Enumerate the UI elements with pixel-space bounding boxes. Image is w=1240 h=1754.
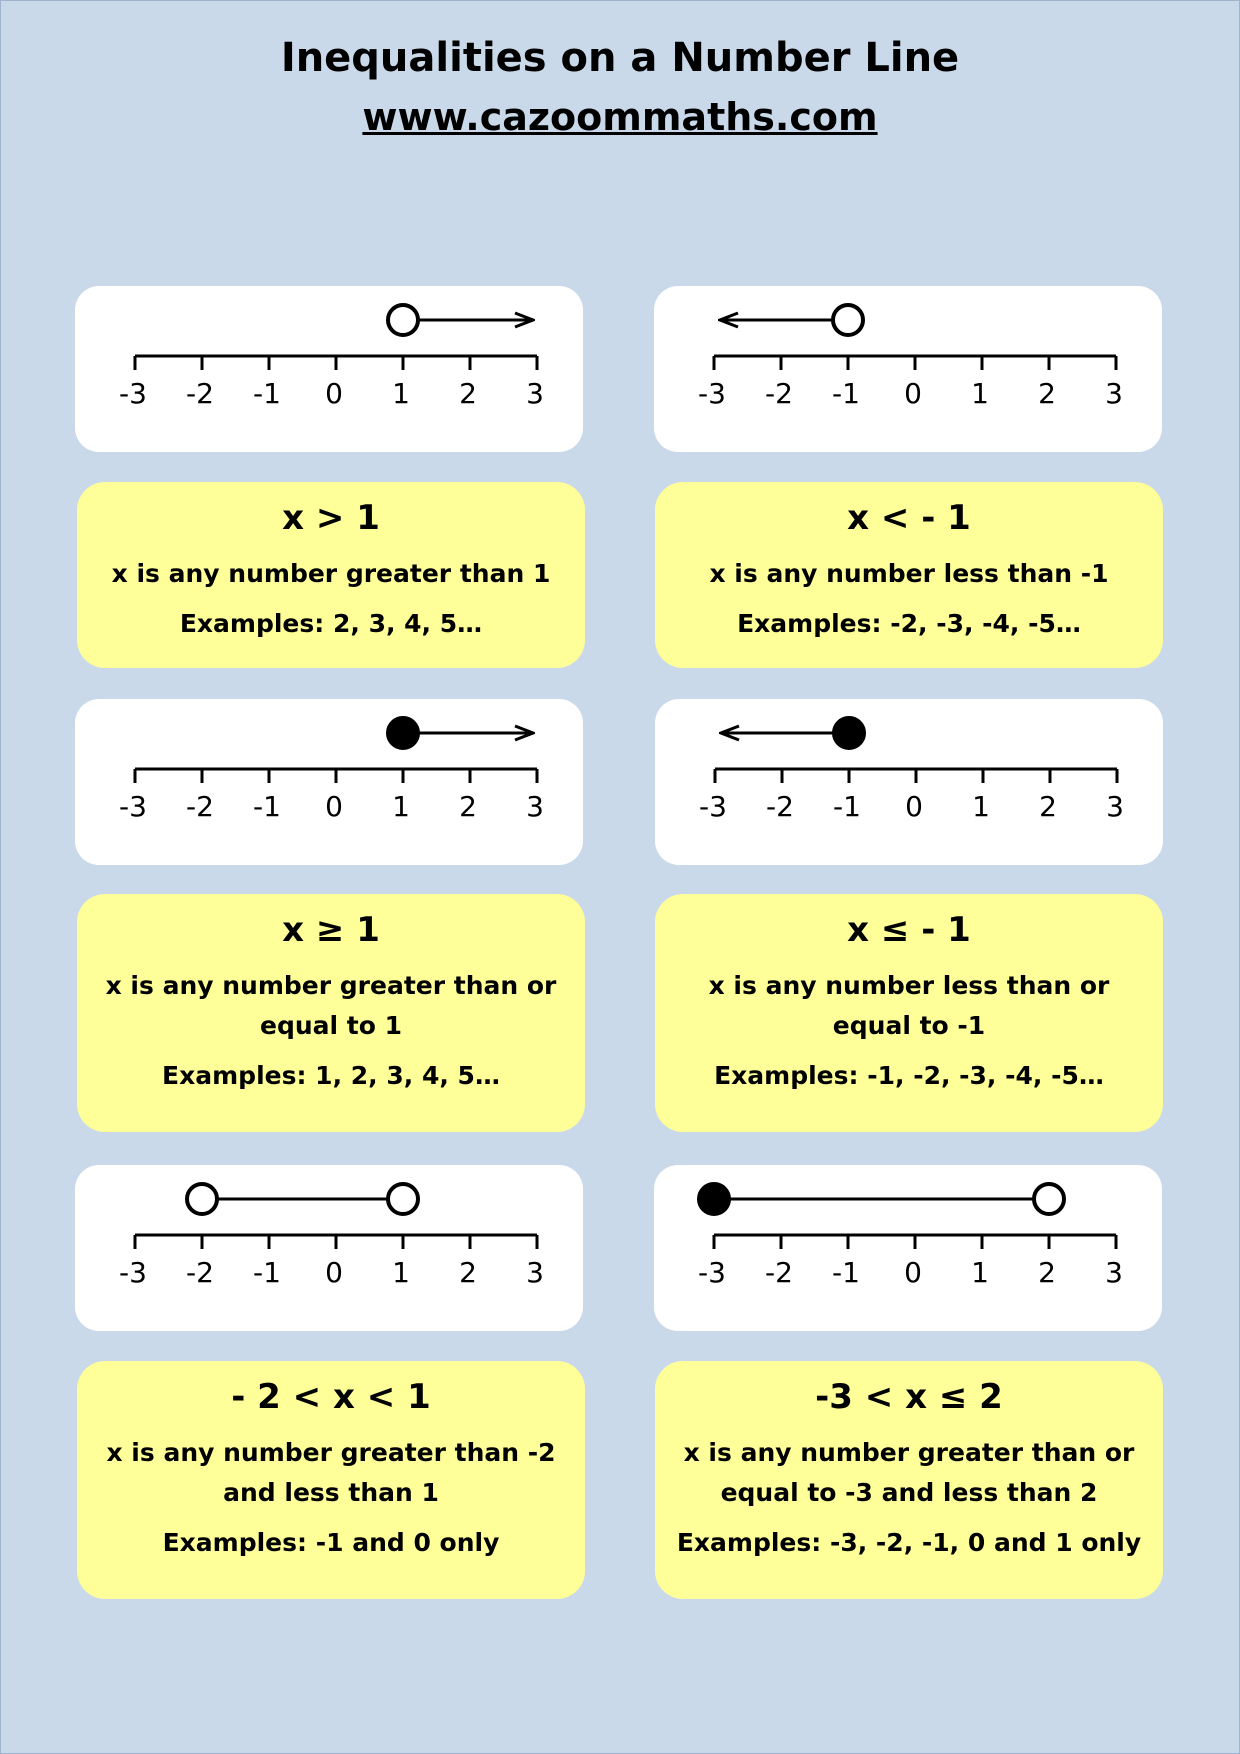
description <box>655 1433 1163 1513</box>
tick-label: 2 <box>1038 377 1056 410</box>
tick-label: 0 <box>904 377 922 410</box>
header <box>0 32 1240 142</box>
tick-label: 1 <box>392 377 410 410</box>
description-line: x is any number greater than or <box>683 1438 1135 1467</box>
examples-text: Examples: -1 and 0 only <box>162 1528 500 1557</box>
open-circle <box>388 1184 418 1214</box>
tick-label: 0 <box>325 790 343 823</box>
open-circle <box>833 305 863 335</box>
description-line: equal to 1 <box>259 1011 403 1040</box>
tick-label: 3 <box>1106 790 1124 823</box>
examples-text: Examples: -2, -3, -4, -5… <box>737 609 1081 638</box>
examples-text: Examples: 1, 2, 3, 4, 5… <box>162 1061 500 1090</box>
tick-label: 1 <box>392 1256 410 1289</box>
inequality-card <box>655 894 1163 1132</box>
inequality-text: - 2 < x < 1 <box>231 1377 431 1417</box>
tick-label: 2 <box>459 377 477 410</box>
description <box>77 554 585 594</box>
tick-label: -3 <box>119 377 147 410</box>
number-line-card <box>75 699 583 865</box>
number-line-card <box>655 699 1163 865</box>
tick-label: -1 <box>832 1256 860 1289</box>
tick-label: 1 <box>392 790 410 823</box>
tick-label: -3 <box>119 1256 147 1289</box>
inequality-text: x ≥ 1 <box>282 910 380 950</box>
website-link[interactable]: www.cazoommaths.com <box>362 95 878 139</box>
inequality-text: x < - 1 <box>847 498 971 538</box>
number-line-card <box>75 286 583 452</box>
tick-label: -2 <box>765 1256 793 1289</box>
description-line: equal to -1 <box>832 1011 986 1040</box>
inequality-text: -3 < x ≤ 2 <box>815 1377 1003 1417</box>
open-circle <box>187 1184 217 1214</box>
number-line-svg <box>654 1165 1162 1331</box>
description <box>655 554 1163 594</box>
tick-label: 1 <box>971 1256 989 1289</box>
inequality-card <box>77 894 585 1132</box>
description-line: x is any number greater than or <box>105 971 557 1000</box>
tick-label: -3 <box>698 377 726 410</box>
inequality-card <box>655 1361 1163 1599</box>
tick-label: 0 <box>325 1256 343 1289</box>
tick-label: -1 <box>253 377 281 410</box>
tick-label: -1 <box>833 790 861 823</box>
description-line: and less than 1 <box>223 1478 439 1507</box>
tick-label: -1 <box>253 1256 281 1289</box>
tick-label: 0 <box>905 790 923 823</box>
number-line-svg <box>75 1165 583 1331</box>
examples-text: Examples: -1, -2, -3, -4, -5… <box>714 1061 1104 1090</box>
description <box>655 966 1163 1046</box>
number-line-card <box>654 1165 1162 1331</box>
tick-label: -1 <box>832 377 860 410</box>
tick-label: 0 <box>904 1256 922 1289</box>
description <box>77 966 585 1046</box>
closed-circle <box>388 718 418 748</box>
tick-label: -2 <box>765 377 793 410</box>
tick-label: 2 <box>459 790 477 823</box>
open-circle <box>1034 1184 1064 1214</box>
closed-circle <box>699 1184 729 1214</box>
description-line: x is any number less than or <box>708 971 1110 1000</box>
tick-label: -3 <box>698 1256 726 1289</box>
tick-label: 3 <box>526 790 544 823</box>
number-line-card <box>654 286 1162 452</box>
number-line-svg <box>75 699 583 865</box>
tick-label: -2 <box>186 790 214 823</box>
inequality-card <box>77 1361 585 1599</box>
tick-label: 2 <box>459 1256 477 1289</box>
number-line-svg <box>654 286 1162 452</box>
tick-label: -1 <box>253 790 281 823</box>
tick-label: 3 <box>526 1256 544 1289</box>
tick-label: -3 <box>699 790 727 823</box>
tick-label: 1 <box>972 790 990 823</box>
inequality-card <box>77 482 585 668</box>
tick-label: -2 <box>186 1256 214 1289</box>
number-line-svg <box>655 699 1163 865</box>
inequality-text: x ≤ - 1 <box>847 910 971 950</box>
description-line: x is any number greater than 1 <box>111 559 551 588</box>
description-line: x is any number less than -1 <box>709 559 1109 588</box>
page-title: Inequalities on a Number Line <box>280 35 960 81</box>
tick-label: 1 <box>971 377 989 410</box>
description-line: equal to -3 and less than 2 <box>720 1478 1098 1507</box>
tick-label: 2 <box>1038 1256 1056 1289</box>
tick-label: 3 <box>1105 377 1123 410</box>
closed-circle <box>834 718 864 748</box>
inequality-text: x > 1 <box>282 498 380 538</box>
number-line-svg <box>75 286 583 452</box>
tick-label: -2 <box>186 377 214 410</box>
tick-label: -3 <box>119 790 147 823</box>
tick-label: 0 <box>325 377 343 410</box>
open-circle <box>388 305 418 335</box>
inequality-card <box>655 482 1163 668</box>
examples-text: Examples: 2, 3, 4, 5… <box>179 609 483 638</box>
tick-label: 3 <box>526 377 544 410</box>
number-line-card <box>75 1165 583 1331</box>
tick-label: -2 <box>766 790 794 823</box>
description <box>77 1433 585 1513</box>
tick-label: 2 <box>1039 790 1057 823</box>
description-line: x is any number greater than -2 <box>106 1438 556 1467</box>
tick-label: 3 <box>1105 1256 1123 1289</box>
examples-text: Examples: -3, -2, -1, 0 and 1 only <box>676 1528 1142 1557</box>
